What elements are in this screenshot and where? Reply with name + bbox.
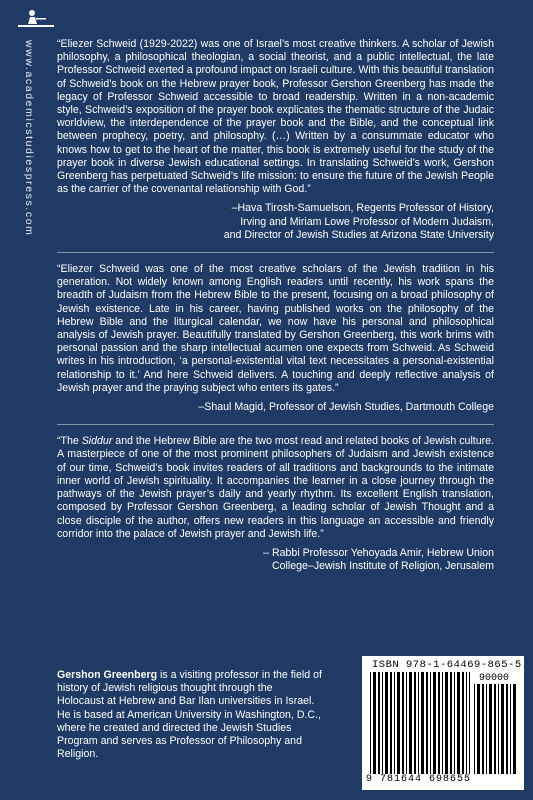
barcode-bar xyxy=(418,672,419,774)
quote-italic: Siddur xyxy=(81,435,113,448)
barcode-bar xyxy=(385,672,388,774)
barcode-bar xyxy=(498,684,499,774)
barcode-bar xyxy=(510,684,511,774)
barcode-bar xyxy=(501,684,504,774)
barcode-bar xyxy=(438,672,440,774)
attribution-line: –Hava Tirosh-Samuelson, Regents Professor of History, xyxy=(231,202,494,215)
barcode-bar xyxy=(421,672,424,774)
barcode-bar xyxy=(433,672,436,774)
barcode-bar xyxy=(450,672,452,774)
attribution-line: Irving and Miriam Lowe Professor of Modern Judaism, xyxy=(240,215,494,228)
barcode-bar xyxy=(486,684,487,774)
barcode-bar xyxy=(445,672,448,774)
barcode-bar xyxy=(469,672,470,774)
barcode-bar xyxy=(406,672,407,774)
barcode-bar xyxy=(494,684,496,774)
author-bio-text: is a visiting professor in the field of history of Jewish religious thought through the Holocaust at Hebrew and Bar Ilan universities in Israel. He is based at American University in Washington, D.C., where he created and directed the Jewish Studies Program and serves as Professor of Philosophy and Religion. xyxy=(57,669,322,761)
attribution-line: College–Jewish Institute of Religion, Jerusalem xyxy=(272,560,494,573)
barcode-bars xyxy=(370,672,470,774)
endorsement-3-text xyxy=(57,435,494,541)
publisher-url: www.academicstudiespress.com xyxy=(23,40,35,237)
endorsement-2-attribution xyxy=(57,401,494,414)
barcode-bar xyxy=(474,684,475,774)
endorsement-1-attribution xyxy=(57,202,494,242)
endorsement-1 xyxy=(57,38,494,242)
quote-text: and the Hebrew Bible are the two most read and related books of Jewish culture. A masterpiece of one of the most prominent philosophers of Judaism and Jewish existence of our time, Schweid’s book invites readers of all traditions and backgrounds to the intimate inner world of Jewish spirituality. It accompanies the learner in a close journey through the pathways of the Jewish prayer’s daily and yearly rhythm. Its excellent English translation, composed by Professor Gershon Greenberg, a leading scholar of Jewish Thought and a close disciple of the author, offers new readers in this language an accessible and friendly corridor into the palace of Jewish prayer and Jewish life.” xyxy=(57,435,494,540)
ean-number: 9 781644 698655 xyxy=(366,774,472,785)
quote-text: “The xyxy=(57,435,82,448)
barcode-bar xyxy=(513,684,516,774)
barcode-bar xyxy=(390,672,392,774)
barcode-bar xyxy=(454,672,455,774)
barcode-bar xyxy=(370,672,371,774)
attribution-line: and Director of Jewish Studies at Arizona State University xyxy=(223,228,494,241)
price-barcode-bars xyxy=(474,684,518,774)
endorsement-1-text: “Eliezer Schweid (1929-2022) was one of Israel’s most creative thinkers. A scholar of Jewish philosophy, a philosophical theologian, a social theorist, and a public intellectual, the late Professor Schweid exerted a profound impact on Israeli culture. With this beautiful translation of Schweid’s book on the Hebrew prayer book, Professor Gershon Greenberg has made the legacy of Professor Schweid accessible to broad readership. Written in a non-academic style, Schweid’s exposition of the prayer book explicates the thematic structure of the Judaic worldview, the interdependence of the prayer book and the Bible, and the conceptual link between prophecy, poetry, and philosophy. (…) Written by a consummate educator who knows how to get to the heart of the matter, this book is extremely useful for the study of the prayer book in diverse Jewish educational settings. In translating Schweid’s work, Gershon Greenberg has perpetuated Schweid’s life mission: to ensure the future of the Jewish People as the carrier of the covenantal relationship with God.” xyxy=(57,38,494,196)
barcode-bar xyxy=(442,672,443,774)
barcode-bar xyxy=(414,672,416,774)
endorsement-2 xyxy=(57,263,494,414)
barcode-bar xyxy=(378,672,380,774)
barcode-bar xyxy=(382,672,383,774)
barcode-bar xyxy=(457,672,460,774)
divider xyxy=(57,252,494,253)
attribution-line: –Shaul Magid, Professor of Jewish Studies, Dartmouth College xyxy=(198,401,494,414)
endorsements xyxy=(57,38,494,573)
endorsement-3-attribution xyxy=(57,547,494,573)
barcode xyxy=(362,656,524,790)
barcode-bar xyxy=(462,672,464,774)
barcode-bar xyxy=(506,684,508,774)
attribution-line: – Rabbi Professor Yehoyada Amir, Hebrew Union xyxy=(263,546,494,559)
endorsement-2-text: “Eliezer Schweid was one of the most creative scholars of the Jewish tradition in his generation. Not widely known among English readers until recently, his work spans the breadth of Judaism from the Hebrew Bible to the present, focusing on a broad philosophy of Jewish existence. Late in his career, having published works on the philosophy of the Hebrew Bible and the liturgical calendar, we now have his personal and philosophical analysis of Jewish prayer. Beautifully translated by Gershon Greenberg, this work brims with personal passion and the sharp intellectual acumen one expects from Schweid. As Schweid writes in his introduction, ‘a personal-existential vital text necessitates a personal-existential relationship to it.’ And here Schweid delivers. A touching and deeply reflective analysis of Jewish prayer and the praying subject who enters its gates.” xyxy=(57,263,494,394)
barcode-bar xyxy=(397,672,400,774)
author-bio xyxy=(57,669,322,761)
barcode-bar xyxy=(489,684,492,774)
barcode-bar xyxy=(373,672,376,774)
barcode-bar xyxy=(409,672,412,774)
barcode-bar xyxy=(466,672,467,774)
endorsement-3 xyxy=(57,435,494,573)
author-name: Gershon Greenberg xyxy=(57,669,158,681)
barcode-bar xyxy=(477,684,480,774)
barcode-bar xyxy=(402,672,404,774)
price-code: 90000 xyxy=(479,673,510,684)
divider xyxy=(57,424,494,425)
barcode-bar xyxy=(394,672,395,774)
barcode-bar xyxy=(426,672,428,774)
barcode-bar xyxy=(430,672,431,774)
press-logo-icon xyxy=(18,7,54,35)
isbn-label: ISBN 978-1-64469-865-5 xyxy=(372,659,522,671)
barcode-bar xyxy=(482,684,484,774)
